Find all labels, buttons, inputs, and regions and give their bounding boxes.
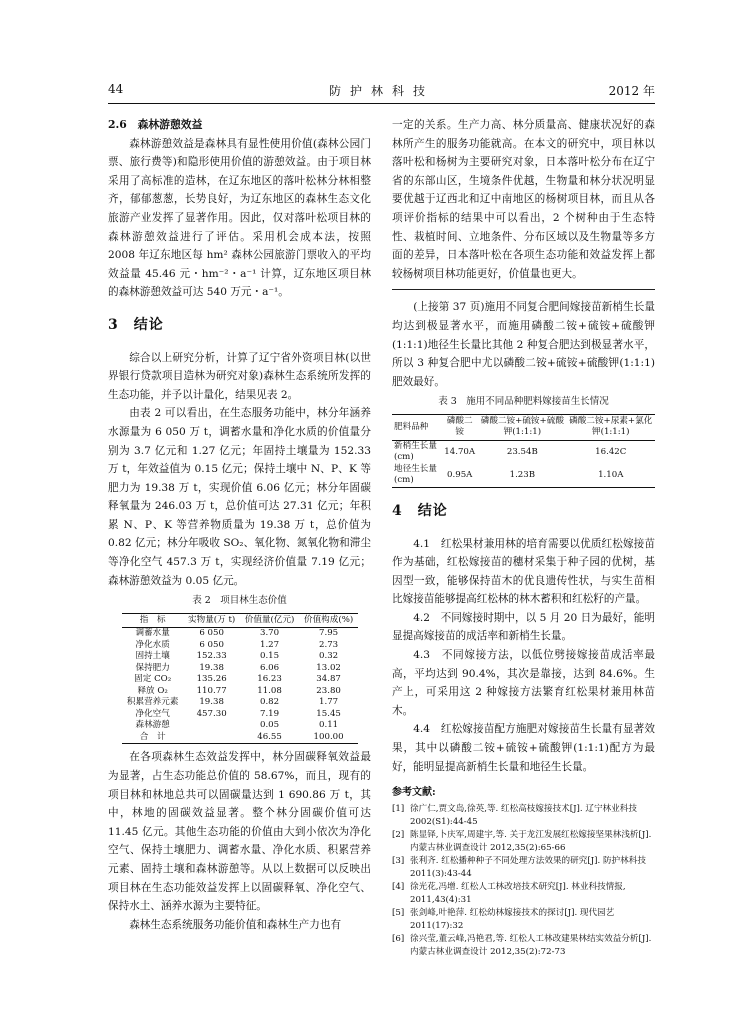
conclusion-item: 4.4 红松嫁接苗配方施肥对嫁接苗生长量有显著效果，其中以磷酸二铵+硫铵+硫酸钾(1:1:1)配方为最好，能明显提高新梢生长量和地径生长量。 bbox=[392, 723, 655, 773]
table-cell: 110.77 bbox=[196, 685, 227, 696]
table-cell: 6.06 bbox=[259, 662, 280, 673]
table-row bbox=[122, 709, 358, 721]
table-cell: 调蓄水量 bbox=[135, 628, 170, 639]
table-cell: 457.30 bbox=[196, 708, 227, 719]
conclusion-item: 4.3 不同嫁接方法，以低位劈接嫁接苗成活率最高，平均达到 90.4%，其次是靠接，达到 84.6%。生产上，可采用这 2 种嫁接方法繁育红松果材兼用林苗木。 bbox=[392, 649, 655, 717]
table-cell: 34.87 bbox=[316, 674, 341, 685]
table-cell: 净化水质 bbox=[135, 639, 170, 650]
paragraph: 一定的关系。生产力高、林分质量高、健康状况好的森林所产生的服务功能就高。在本文的研究中，项目林以落叶松和杨树为主要研究对象，日本落叶松分布在辽宁省的东部山区，生境条件优越，生物量和林分状况明显要优越于辽西北和辽中南地区的杨树项目林，而且从各项评价指标的结果中可以看出，2 个树种由于生态特性、栽植时间、立地条件、分布区域以及生物量等多方面的差异，日本落叶松在各项生态功能和效益发挥上都较杨树项目林功能更好，价值量也更大。 bbox=[392, 116, 655, 290]
table-cell: 地径生长量(cm) bbox=[392, 464, 441, 488]
table-cell: 16.23 bbox=[257, 674, 282, 685]
table-cell: 100.00 bbox=[299, 732, 358, 744]
reference-text: 张利齐. 红松播种种子不同处理方法效果的研究[J]. 防护林科技 2011(3):43-44 bbox=[410, 855, 646, 879]
reference-list bbox=[392, 803, 655, 959]
table-row bbox=[392, 464, 655, 488]
table-cell: 保持肥力 bbox=[135, 662, 170, 673]
reference-item bbox=[392, 829, 655, 855]
table-cell: 7.95 bbox=[319, 628, 339, 639]
table-cell: 152.33 bbox=[196, 651, 227, 662]
table-cell: 释放 O₂ bbox=[137, 685, 168, 696]
references-heading: 参考文献: bbox=[392, 787, 436, 799]
table-row bbox=[122, 663, 358, 675]
table-header-row bbox=[122, 613, 358, 628]
paragraph: 综合以上研究分析，计算了辽宁省外资项目林(以世界银行贷款项目造林为研究对象)森林生态系统所发挥的生态功能，并予以计量化，结果见表 2。 bbox=[108, 351, 371, 401]
table-row bbox=[122, 628, 358, 640]
page-number: 44 bbox=[108, 82, 124, 96]
table-header-row bbox=[392, 414, 655, 440]
table-cell: 6 050 bbox=[199, 628, 224, 639]
table-cell: 固定 CO₂ bbox=[134, 674, 172, 685]
table-cell: 23.80 bbox=[316, 685, 341, 696]
paragraph: 由表 2 可以看出，在生态服务功能中，林分年涵养水源量为 6 050 万 t，调蓄水量和净化水质的价值量分别为 3.7 亿元和 1.27 亿元；年固持土壤量为 152.33 万 t，年效益值为 0.15 亿元；保持土壤中 N、P、K 等肥力为 19.38 万 t，实现价值 6.06 亿元；林分年固碳释氧量为 246.03 万 t，总价值可达 27.31 亿元；年积累 N、P、K 等营养物质量为 19.38 万 t，总价值为 0.82 亿元；林分年吸收 SO₂、氧化物、氮氧化物和滞尘等净化空气 457.3 万 t，实现经济价值量 7.19 亿元；森林游憩效益为 0.05 亿元。 bbox=[108, 407, 371, 587]
table-cell: 2.73 bbox=[319, 639, 339, 650]
reference-number: [6] bbox=[392, 933, 405, 944]
reference-item bbox=[392, 855, 655, 881]
table-cell: 135.26 bbox=[196, 674, 227, 685]
table-cell: 0.32 bbox=[319, 651, 339, 662]
table-cell: 1.27 bbox=[259, 639, 280, 650]
column-header: 磷酸二铵+硫铵+硫酸钾(1:1:1) bbox=[478, 414, 566, 440]
column-header: 磷酸二铵+尿素+氯化钾(1:1:1) bbox=[567, 414, 655, 440]
table-cell: 46.55 bbox=[240, 732, 299, 744]
column-header: 实物量(万 t) bbox=[183, 613, 240, 628]
table-row bbox=[122, 720, 358, 732]
journal-title: 防护林科技 bbox=[328, 84, 434, 98]
paragraph: 森林游憩效益是森林具有显性使用价值(森林公园门票、旅行费等)和隐形使用价值的游憩效益。由于项目林采用了高标准的造林，在辽东地区的落叶松林分林相整齐，郁郁葱葱，长势良好，为辽东地区的森林生态文化旅游产业发挥了显著作用。因此，仅对落叶松项目林的森林游憩效益进行了评估。采用机会成本法，按照 2008 年辽东地区每 hm² 森林公园旅游门票收入的平均效益量 45.46 元・hm⁻²・a⁻¹ 计算，辽东地区项目林的森林游憩效益可达 540 万元・a⁻¹。 bbox=[108, 137, 371, 299]
table-caption: 表 2 项目林生态价值 bbox=[192, 595, 287, 607]
reference-item bbox=[392, 933, 655, 959]
table-cell: 19.38 bbox=[199, 662, 224, 673]
reference-number: [1] bbox=[392, 803, 405, 814]
table-row bbox=[122, 640, 358, 652]
continued-note: (上接第 37 页)施用不同复合肥间嫁接苗新梢生长量均达到极显著水平，而施用磷酸二铵+硫铵+硫酸钾(1:1:1)地径生长量比其他 2 种复合肥达到极显著水平，所以 3 种复合肥中尤以磷酸二铵+硫铵+硫酸钾(1:1:1)肥效最好。 bbox=[392, 301, 655, 388]
table-row bbox=[122, 651, 358, 663]
conclusion-item: 4.2 不同嫁接时期中，以 5 月 20 日为最好，能明显提高嫁接苗的成活率和新梢生长量。 bbox=[392, 611, 655, 643]
table-cell: 新梢生长量(cm) bbox=[394, 440, 437, 463]
table-cell: 7.19 bbox=[259, 708, 280, 719]
header-rule bbox=[108, 103, 655, 104]
column-header: 肥料品种 bbox=[392, 414, 441, 440]
section-heading: 4 结论 bbox=[392, 502, 448, 519]
table-row bbox=[122, 697, 358, 709]
table-cell: 3.70 bbox=[259, 628, 280, 639]
publication-year: 2012 年 bbox=[608, 84, 655, 98]
reference-number: [3] bbox=[392, 855, 405, 866]
table-cell: 0.95A bbox=[441, 464, 478, 488]
ecological-value-table bbox=[122, 613, 358, 745]
reference-text: 徐兴莹,董云峰,冯艳君,等. 红松人工林改建果林结实效益分析[J]. 内蒙古林业调查设计 2012,35(2):72-73 bbox=[410, 933, 652, 957]
table-cell: 0.82 bbox=[259, 697, 280, 708]
paragraph: 在各项森林生态效益发挥中，林分固碳释氧效益最为显著，占生态功能总价值的 58.67%，而且，现有的项目林和林地总共可以固碳量达到 1 690.86 万 t，其中，林地的固碳效益显著。整个林分固碳价值可达 11.45 亿元。其他生态功能的价值由大到小依次为净化空气、保持土壤肥力、调蓄水量、净化水质、积累营养元素、固持土壤和森林游憩等。从以上数据可以反映出项目林在生态功能效益发挥上以固碳释氧、净化空气、保持水土、涵养水源为主要特征。 bbox=[108, 751, 371, 913]
table-cell: 净化空气 bbox=[135, 708, 170, 719]
table-cell bbox=[183, 732, 240, 744]
table-cell: 23.54B bbox=[506, 446, 538, 457]
reference-text: 陈显铎,卜庆军,周建宇,等. 关于龙江发展红松嫁接坚果林浅析[J]. 内蒙古林业调查设计 2012,35(2):65-66 bbox=[410, 829, 652, 853]
table-cell: 15.45 bbox=[316, 708, 341, 719]
table-cell: 森林游憩 bbox=[135, 720, 170, 731]
fertilizer-growth-table bbox=[392, 414, 655, 488]
table-caption: 表 3 施用不同品种肥料嫁接苗生长情况 bbox=[438, 396, 609, 408]
paragraph: 森林生态系统服务功能价值和森林生产力也有 bbox=[129, 918, 342, 931]
column-header: 价值量(亿元) bbox=[240, 613, 299, 628]
reference-text: 张剑峰,叶艳萍. 红松幼林嫁接技术的探讨[J]. 现代园艺 2011(17):32 bbox=[410, 907, 615, 931]
table-cell: 6 050 bbox=[199, 639, 224, 650]
table-cell: 1.77 bbox=[319, 697, 339, 708]
table-cell: 0.15 bbox=[259, 651, 280, 662]
table-row bbox=[122, 674, 358, 686]
reference-item bbox=[392, 803, 655, 829]
reference-text: 徐光花,冯增. 红松人工林改培技术研究[J]. 林业科技情报, 2011,43(4):31 bbox=[410, 881, 626, 905]
column-header: 价值构成(%) bbox=[299, 613, 358, 628]
reference-item bbox=[392, 881, 655, 907]
table-cell: 积累营养元素 bbox=[126, 697, 179, 708]
table-cell: 1.23B bbox=[478, 464, 566, 488]
right-column bbox=[392, 116, 655, 959]
table-cell bbox=[183, 720, 240, 732]
table-cell: 19.38 bbox=[199, 697, 224, 708]
table-row bbox=[122, 686, 358, 698]
reference-item bbox=[392, 907, 655, 933]
table-cell: 14.70A bbox=[444, 446, 476, 457]
conclusion-item: 4.1 红松果材兼用林的培育需要以优质红松嫁接苗作为基础，红松嫁接苗的穗材采集于种子园的优树，基因型一致，能够保持苗木的优良遗传性状，与实生苗相比嫁接苗能够提高红松林的林木蓄积和红松籽的产量。 bbox=[392, 537, 655, 606]
table-cell: 合 计 bbox=[122, 732, 183, 744]
table-cell: 0.11 bbox=[319, 720, 339, 731]
table-cell: 13.02 bbox=[316, 662, 341, 673]
reference-text: 徐广仁,贾文岛,徐英,等. 红松高枝嫁接技术[J]. 辽宁林业科技 2002(S1):44-45 bbox=[410, 803, 637, 827]
table-total-row bbox=[122, 732, 358, 744]
table-cell: 固持土壤 bbox=[135, 651, 170, 662]
reference-number: [5] bbox=[392, 907, 405, 918]
reference-number: [4] bbox=[392, 881, 405, 892]
table-cell: 11.08 bbox=[257, 685, 282, 696]
column-header: 指 标 bbox=[122, 613, 183, 628]
table-row bbox=[392, 440, 655, 464]
table-cell: 0.05 bbox=[259, 720, 280, 731]
column-header: 磷酸二铵 bbox=[441, 414, 478, 440]
subsection-heading: 2.6 森林游憩效益 bbox=[108, 118, 203, 131]
table-cell: 16.42C bbox=[595, 446, 627, 457]
reference-number: [2] bbox=[392, 829, 405, 840]
page-header bbox=[108, 82, 655, 100]
table-cell: 1.10A bbox=[567, 464, 655, 488]
left-column bbox=[108, 116, 371, 934]
section-heading: 3 结论 bbox=[108, 316, 164, 333]
